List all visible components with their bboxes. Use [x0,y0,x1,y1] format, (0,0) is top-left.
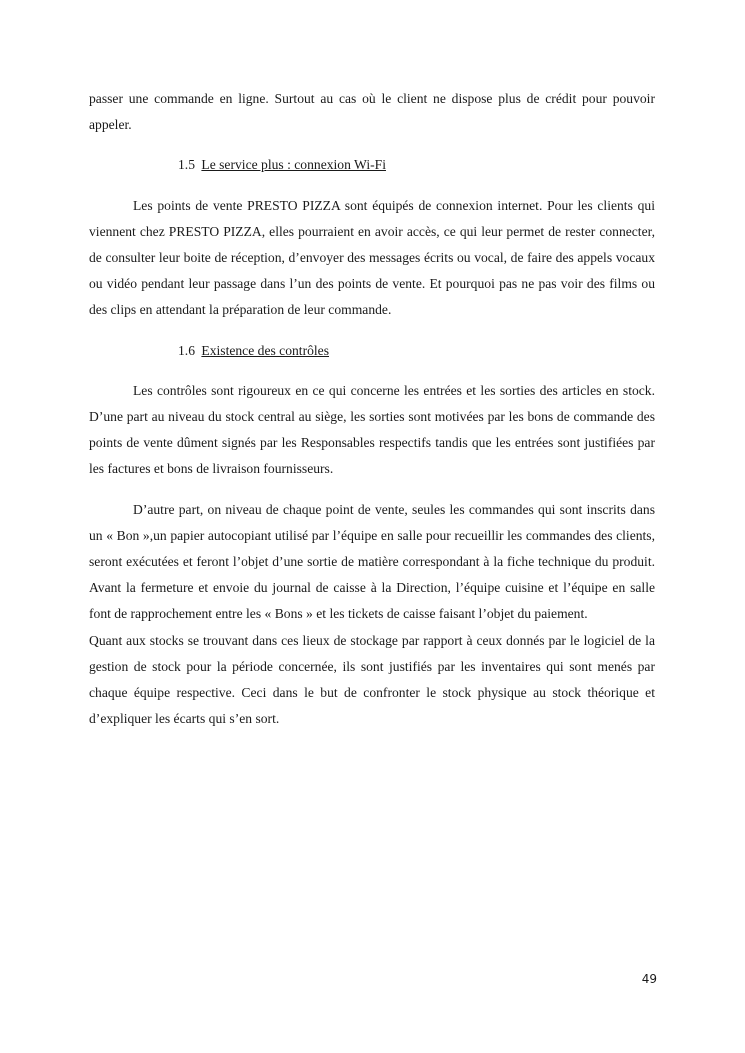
section-1-5-title: Le service plus : connexion Wi-Fi [201,157,386,173]
section-1-6-number: 1.6 [178,342,195,358]
section-1-6-title: Existence des contrôles [201,342,329,358]
page-number: 49 [641,972,657,986]
section-1-6-paragraph-1: Les contrôles sont rigoureux en ce qui concerne les entrées et les sorties des articles en stock. D’une part au niveau du stock central au siège, les sorties sont motivées par les bons de commande des points de vente dûment signés par les Responsables respectifs tandis que les entrées sont justifiées par les factures et bons de livraison fournisseurs. [89,382,655,477]
section-1-5-paragraph: Les points de vente PRESTO PIZZA sont équipés de connexion internet. Pour les clients qui viennent chez PRESTO PIZZA, elles pourraient en avoir accès, ce qui leur permet de rester connecter, de consulter leur boite de réception, d’envoyer des messages écrits ou vocal, de faire des appels vocaux ou vidéo pendant leur passage dans l’un des points de vente. Et pourquoi pas ne pas voir des films ou des clips en attendant la préparation de leur commande. [89,197,655,318]
section-1-6-paragraph-2: D’autre part, on niveau de chaque point de vente, seules les commandes qui sont inscrits dans un « Bon »,un papier autocopiant utilisé par l’équipe en salle pour recueillir les commandes des clients, seront exécutées et feront l’objet d’une sortie de matière correspondant à la fiche technique du produit. Avant la fermeture et envoie du journal de caisse à la Direction, l’équipe cuisine et l’équipe en salle font de rapprochement entre les « Bons » et les tickets de caisse faisant l’objet du paiement. [89,501,655,622]
section-1-6-heading [89,338,655,364]
section-1-6-paragraph-3: Quant aux stocks se trouvant dans ces lieux de stockage par rapport à ceux donnés par le logiciel de la gestion de stock pour la période concernée, ils sont justifiés par les inventaires qui sont menés par chaque équipe respective. Ceci dans le but de confronter le stock physique au stock théorique et d’expliquer les écarts qui s’en sort. [89,632,655,727]
document-body [89,86,655,732]
section-1-5-number: 1.5 [178,157,195,173]
intro-paragraph: passer une commande en ligne. Surtout au cas où le client ne dispose plus de crédit pour pouvoir appeler. [89,91,655,133]
section-1-5-heading [89,152,655,178]
